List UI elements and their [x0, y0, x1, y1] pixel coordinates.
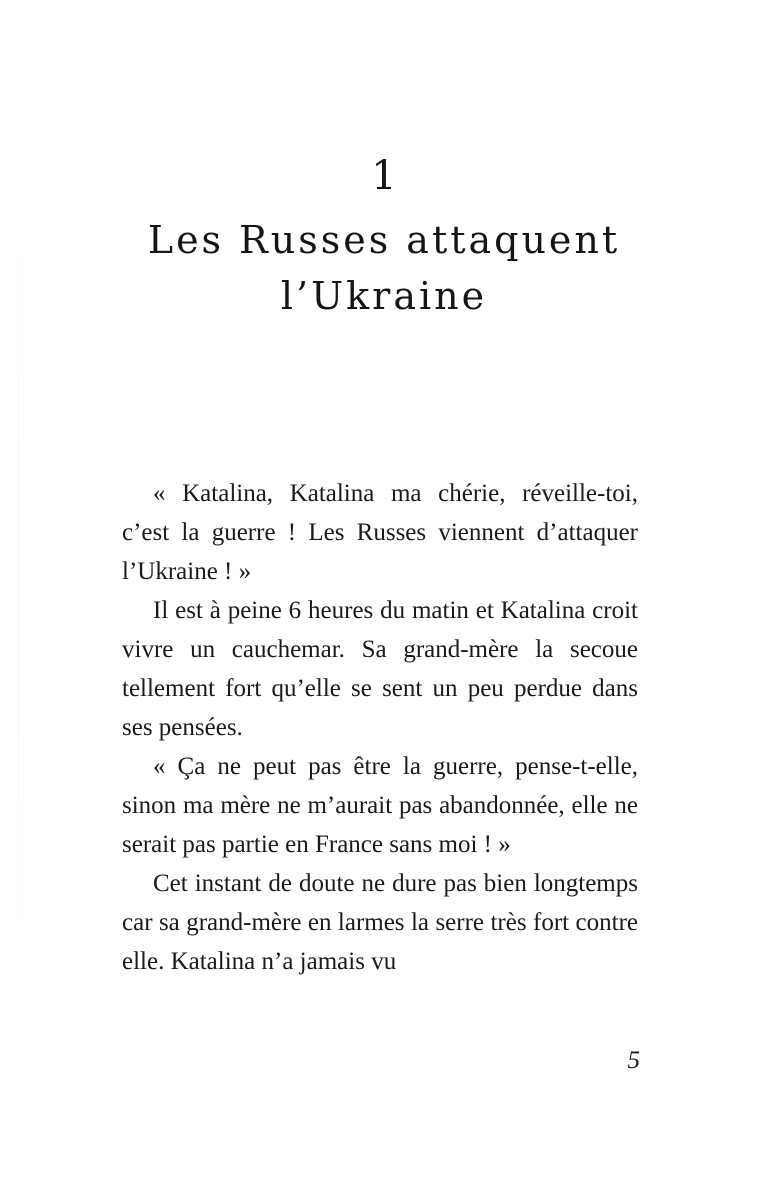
chapter-title: Les Russes attaquent l’Ukraine	[147, 218, 621, 318]
chapter-number: 1	[371, 153, 397, 199]
paragraph: « Ça ne peut pas être la guerre, pense-t-elle, sinon ma mère ne m’aurait pas abandonnée, elle ne serait pas partie en France sans moi ! »	[122, 753, 638, 858]
page-edge-shadow	[18, 40, 19, 1140]
paragraph: Il est à peine 6 heures du matin et Katalina croit vivre un cauchemar. Sa grand-mère la secoue tellement fort qu’elle se sent un peu perdue dans ses pensées.	[122, 597, 638, 741]
page-number: 5	[627, 1047, 640, 1074]
paragraph: Cet instant de doute ne dure pas bien longtemps car sa grand-mère en larmes la serre très fort contre elle. Katalina n’a jamais vu	[122, 870, 638, 975]
chapter-body	[122, 474, 638, 981]
paragraph: « Katalina, Katalina ma chérie, réveille-toi, c’est la guerre ! Les Russes viennent d’attaquer l’Ukraine ! »	[122, 480, 638, 585]
